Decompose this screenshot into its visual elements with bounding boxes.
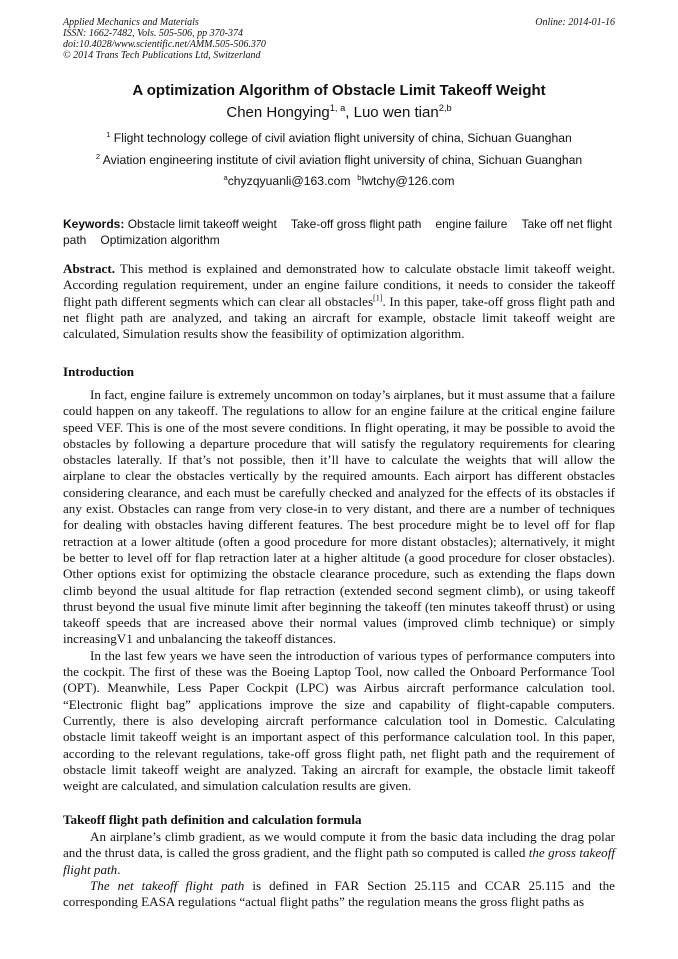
paragraph-text: is defined in FAR Section 25.115 and CCAR 25.115 and the corresponding EASA regulations “actual flight paths” the regulation means the gross flight paths as — [63, 877, 615, 910]
paragraph: In the last few years we have seen the introduction of various types of performance computers into the cockpit. The first of these was the Boeing Laptop Tool, now called the Onboard Performance Tool (OPT). Meanwhile, Less Paper Cockpit (LPC) was Airbus aircraft performance calculation tool. “Electronic flight bag” applications improve the size and capability of flight-capable computers. Currently, there is also developing aircraft performance calculation tool in Domestic. Calculating obstacle limit takeoff weight is an important aspect of this performance calculation tool. In this paper, according to the relevant regulations, take-off gross flight path, net flight path and the requirement of obstacle limit takeoff weight are analyzed. Taking an aircraft for example, the obstacle limit takeoff weight are calculated, and simulation calculation results are given. — [63, 647, 615, 794]
author-2-sup: 2,b — [438, 103, 452, 113]
paragraph: In fact, engine failure is extremely uncommon on today’s airplanes, but it must assume that a failure could happen on any takeoff. The regulations to allow for an engine failure at the critical engine failure speed VEF. This is one of the most severe conditions. In flight operating, it may be possible to avoid the obstacles by following a departure procedure that will satisfy the regulatory requirements for clearing obstacles laterally. If that’s not possible, then it’ll have to calculate the weights that will allow the airplane to clear the obstacles vertically by the required amounts. Each airport has different obstacles considering clearance, and each must be carefully checked and analyzed for the effects of its obstacles if any exist. Obstacles can range from very close-in to very distant, and there are a number of techniques for dealing with obstacles having different features. The best procedure might be to level off for flap retraction at a lower altitude (often a good procedure for more distant obstacles); alternatively, it might be better to level off for flap retraction later at a higher altitude (a good procedure for closer obstacles). Other options exist for optimizing the obstacle clearance procedure, such as extending the flaps down climb beyond the usual altitude for flap retraction (extended second segment climb), or using takeoff thrust beyond the usual five minute limit after beginning the takeoff (ten minutes takeoff thrust) or using takeoff speeds that are increased above their normal values (improved climb technique) or simply increasingV1 and unbalancing the takeoff distances. — [63, 387, 615, 647]
section-heading-introduction: Introduction — [63, 364, 135, 379]
keyword-item: Take off net flight path — [63, 217, 612, 247]
citation-ref: [1] — [373, 293, 383, 303]
affiliation-1-sup: 1 — [106, 129, 111, 139]
online-date: Online: 2014-01-16 — [535, 17, 615, 28]
paragraph-text: An airplane’s climb gradient, as we would compute it from the basic data including the drag polar and the thrust data, is called the gross gradient, and the flight path so computed is called — [63, 829, 615, 861]
period: . — [117, 861, 121, 877]
keyword-item: Take-off gross flight path — [290, 217, 422, 231]
copyright-line: © 2014 Trans Tech Publications Ltd, Switzerland — [63, 50, 261, 61]
keyword-item: Optimization algorithm — [100, 233, 220, 247]
doi-line: doi:10.4028/www.scientific.net/AMM.505-506.370 — [63, 39, 266, 50]
affiliation-1 — [0, 131, 678, 145]
section-heading-takeoff-flight-path: Takeoff flight path definition and calculation formula — [63, 812, 362, 827]
email-b[interactable]: lwtchy@126.com — [361, 174, 455, 188]
issn-line: ISSN: 1662-7482, Vols. 505-506, pp 370-374 — [63, 28, 243, 39]
section-2-body — [63, 829, 615, 910]
keyword-item: engine failure — [435, 217, 508, 231]
emails — [0, 174, 678, 188]
abstract — [63, 261, 615, 342]
email-b-sup: b — [357, 172, 362, 182]
affiliation-2-sup: 2 — [95, 151, 101, 161]
journal-name: Applied Mechanics and Materials — [63, 17, 199, 28]
affiliation-1-text: Flight technology college of civil aviation flight university of china, Sichuan Guanghan — [113, 131, 572, 145]
author-1-name: Chen Hongying — [226, 104, 330, 121]
introduction-body — [63, 387, 615, 794]
author-2-name: Luo wen tian — [353, 104, 439, 121]
paper-title: A optimization Algorithm of Obstacle Limit Takeoff Weight — [132, 82, 546, 99]
abstract-text-1: This method is explained and demonstrated how to calculate obstacle limit takeoff weight. According regulation requirement, under an engine failure conditions, it needs to consider the takeoff flight path different segments which can clear all obstacles — [63, 261, 615, 309]
abstract-text-2: . In this paper, take-off gross flight path and net flight path are analyzed, and taking an aircraft for example, obstacle limit takeoff weight are calculated, Simulation results show the feasibility of optimization algorithm. — [63, 293, 615, 342]
paragraph — [63, 829, 615, 878]
keyword-item: Obstacle limit takeoff weight — [127, 217, 277, 231]
author-line — [0, 104, 678, 121]
author-separator: , — [345, 104, 354, 121]
affiliation-2 — [0, 153, 678, 167]
affiliation-2-text: Aviation engineering institute of civil aviation flight university of china, Sichuan Guanghan — [102, 153, 583, 167]
keywords-block — [63, 216, 615, 248]
keywords-label: Keywords: — [63, 217, 125, 231]
email-a[interactable]: chyzqyuanli@163.com — [227, 174, 351, 188]
author-1-sup: 1, a — [329, 103, 346, 113]
paragraph — [63, 878, 615, 911]
term-net-takeoff-flight-path: The net takeoff flight path — [90, 877, 245, 893]
email-a-sup: a — [223, 172, 228, 182]
term-gross-takeoff-flight-path: the gross takeoff flight path — [63, 845, 615, 877]
abstract-label: Abstract. — [63, 261, 115, 276]
